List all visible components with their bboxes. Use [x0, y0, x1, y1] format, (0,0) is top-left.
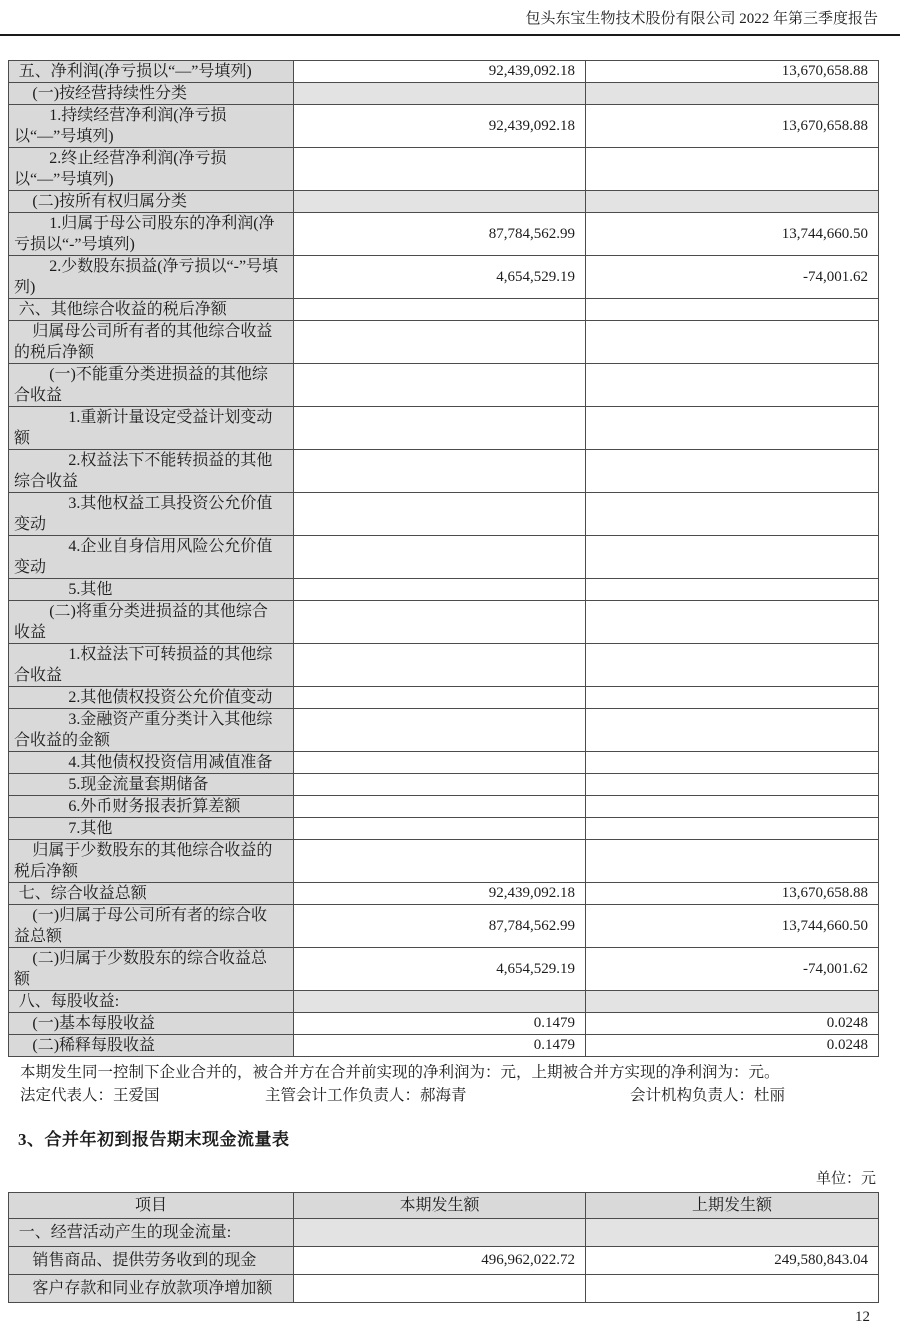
- current-period-value: [294, 536, 586, 579]
- table-row: [9, 148, 879, 191]
- row-label: 1.持续经营净利润(净亏损以“—”号填列): [9, 105, 294, 148]
- prior-period-value: [586, 493, 879, 536]
- current-period-value: 87,784,562.99: [294, 905, 586, 948]
- prior-period-value: 13,670,658.88: [586, 61, 879, 83]
- table-row: [9, 1247, 879, 1275]
- table-row: [9, 61, 879, 83]
- row-label: 7.其他: [9, 818, 294, 840]
- prior-period-value: -74,001.62: [586, 256, 879, 299]
- row-label: 4.其他债权投资信用减值准备: [9, 752, 294, 774]
- prior-period-value: [586, 644, 879, 687]
- current-period-value: [294, 299, 586, 321]
- row-label: 5.其他: [9, 579, 294, 601]
- signature-line: [20, 1085, 880, 1107]
- prior-period-value: [586, 364, 879, 407]
- table-row: [9, 407, 879, 450]
- current-period-value: [294, 83, 586, 105]
- table-row: [9, 213, 879, 256]
- row-label: 4.企业自身信用风险公允价值变动: [9, 536, 294, 579]
- prior-period-value: [586, 601, 879, 644]
- row-label: (一)按经营持续性分类: [9, 83, 294, 105]
- cashflow-section-heading: 3、合并年初到报告期末现金流量表: [18, 1130, 290, 1149]
- table-row: [9, 1219, 879, 1247]
- row-label: 八、每股收益:: [9, 991, 294, 1013]
- row-label: 客户存款和同业存放款项净增加额: [9, 1275, 294, 1303]
- chief-accountant-label: 主管会计工作负责人：郝海青: [265, 1087, 467, 1104]
- row-label: 归属母公司所有者的其他综合收益的税后净额: [9, 321, 294, 364]
- table-row: [9, 644, 879, 687]
- prior-period-value: [586, 299, 879, 321]
- prior-period-value: 13,744,660.50: [586, 213, 879, 256]
- current-period-value: [294, 818, 586, 840]
- prior-period-value: [586, 579, 879, 601]
- report-header-title: 包头东宝生物技术股份有限公司 2022 年第三季度报告: [525, 11, 878, 27]
- table-row: [9, 321, 879, 364]
- table-row: [9, 105, 879, 148]
- row-label: 2.其他债权投资公允价值变动: [9, 687, 294, 709]
- table-row: [9, 796, 879, 818]
- cashflow-table: [8, 1192, 879, 1303]
- table-row: [9, 1275, 879, 1303]
- prior-period-value: [586, 796, 879, 818]
- merger-note: 本期发生同一控制下企业合并的，被合并方在合并前实现的净利润为：元，上期被合并方实现的净利润为：元。: [20, 1064, 780, 1081]
- current-period-value: [294, 407, 586, 450]
- row-label: 1.归属于母公司股东的净利润(净亏损以“-”号填列): [9, 213, 294, 256]
- column-header: 本期发生额: [294, 1193, 586, 1219]
- current-period-value: [294, 687, 586, 709]
- current-period-value: 496,962,022.72: [294, 1247, 586, 1275]
- current-period-value: 87,784,562.99: [294, 213, 586, 256]
- prior-period-value: [586, 709, 879, 752]
- row-label: 归属于少数股东的其他综合收益的税后净额: [9, 840, 294, 883]
- page-number: 12: [855, 1309, 870, 1325]
- current-period-value: [294, 321, 586, 364]
- prior-period-value: [586, 774, 879, 796]
- current-period-value: [294, 774, 586, 796]
- current-period-value: 92,439,092.18: [294, 105, 586, 148]
- current-period-value: 92,439,092.18: [294, 883, 586, 905]
- prior-period-value: [586, 1275, 879, 1303]
- current-period-value: [294, 752, 586, 774]
- income-statement-table: [8, 60, 879, 1057]
- table-row: [9, 991, 879, 1013]
- prior-period-value: 0.0248: [586, 1013, 879, 1035]
- table-row: [9, 191, 879, 213]
- row-label: 1.重新计量设定受益计划变动额: [9, 407, 294, 450]
- table-row: [9, 774, 879, 796]
- current-period-value: [294, 840, 586, 883]
- prior-period-value: 13,670,658.88: [586, 105, 879, 148]
- table-row: [9, 818, 879, 840]
- row-label: 七、综合收益总额: [9, 883, 294, 905]
- current-period-value: [294, 493, 586, 536]
- prior-period-value: [586, 840, 879, 883]
- current-period-value: [294, 364, 586, 407]
- row-label: 2.少数股东损益(净亏损以“-”号填列): [9, 256, 294, 299]
- row-label: 一、经营活动产生的现金流量:: [9, 1219, 294, 1247]
- current-period-value: [294, 796, 586, 818]
- prior-period-value: [586, 148, 879, 191]
- row-label: 1.权益法下可转损益的其他综合收益: [9, 644, 294, 687]
- current-period-value: 4,654,529.19: [294, 948, 586, 991]
- row-label: (一)基本每股收益: [9, 1013, 294, 1035]
- current-period-value: 92,439,092.18: [294, 61, 586, 83]
- prior-period-value: [586, 818, 879, 840]
- row-label: 6.外币财务报表折算差额: [9, 796, 294, 818]
- table-row: [9, 83, 879, 105]
- prior-period-value: [586, 536, 879, 579]
- current-period-value: [294, 644, 586, 687]
- row-label: (一)归属于母公司所有者的综合收益总额: [9, 905, 294, 948]
- row-label: (二)将重分类进损益的其他综合收益: [9, 601, 294, 644]
- current-period-value: [294, 579, 586, 601]
- header-rule: [0, 34, 900, 36]
- row-label: 五、净利润(净亏损以“—”号填列): [9, 61, 294, 83]
- current-period-value: 0.1479: [294, 1013, 586, 1035]
- table-row: [9, 948, 879, 991]
- current-period-value: 0.1479: [294, 1035, 586, 1057]
- table-row: [9, 840, 879, 883]
- current-period-value: [294, 450, 586, 493]
- row-label: 3.金融资产重分类计入其他综合收益的金额: [9, 709, 294, 752]
- accounting-head-label: 会计机构负责人：杜丽: [630, 1087, 786, 1104]
- table-row: [9, 299, 879, 321]
- table-row: [9, 493, 879, 536]
- table-row: [9, 450, 879, 493]
- table-row: [9, 752, 879, 774]
- table-row: [9, 687, 879, 709]
- table-row: [9, 364, 879, 407]
- legal-representative-label: 法定代表人：王爱国: [20, 1087, 160, 1104]
- table-row: [9, 883, 879, 905]
- prior-period-value: [586, 450, 879, 493]
- table-row: [9, 256, 879, 299]
- row-label: 2.权益法下不能转损益的其他综合收益: [9, 450, 294, 493]
- prior-period-value: 13,744,660.50: [586, 905, 879, 948]
- prior-period-value: [586, 83, 879, 105]
- table-row: [9, 536, 879, 579]
- row-label: 3.其他权益工具投资公允价值变动: [9, 493, 294, 536]
- table-row: [9, 1035, 879, 1057]
- row-label: 2.终止经营净利润(净亏损以“—”号填列): [9, 148, 294, 191]
- prior-period-value: [586, 407, 879, 450]
- prior-period-value: [586, 1219, 879, 1247]
- prior-period-value: 0.0248: [586, 1035, 879, 1057]
- current-period-value: [294, 709, 586, 752]
- unit-label: 单位：元: [815, 1171, 876, 1187]
- prior-period-value: 249,580,843.04: [586, 1247, 879, 1275]
- current-period-value: [294, 991, 586, 1013]
- column-header: 上期发生额: [586, 1193, 879, 1219]
- table-row: [9, 709, 879, 752]
- current-period-value: [294, 601, 586, 644]
- table-row: [9, 1013, 879, 1035]
- row-label: (二)稀释每股收益: [9, 1035, 294, 1057]
- row-label: (一)不能重分类进损益的其他综合收益: [9, 364, 294, 407]
- current-period-value: 4,654,529.19: [294, 256, 586, 299]
- current-period-value: [294, 148, 586, 191]
- table-row: [9, 905, 879, 948]
- current-period-value: [294, 191, 586, 213]
- table-row: [9, 579, 879, 601]
- row-label: (二)归属于少数股东的综合收益总额: [9, 948, 294, 991]
- table-row: [9, 601, 879, 644]
- current-period-value: [294, 1275, 586, 1303]
- prior-period-value: [586, 191, 879, 213]
- prior-period-value: [586, 752, 879, 774]
- prior-period-value: [586, 687, 879, 709]
- prior-period-value: [586, 991, 879, 1013]
- column-header: 项目: [9, 1193, 294, 1219]
- row-label: 5.现金流量套期储备: [9, 774, 294, 796]
- cashflow-header-row: [9, 1193, 879, 1219]
- row-label: 六、其他综合收益的税后净额: [9, 299, 294, 321]
- current-period-value: [294, 1219, 586, 1247]
- row-label: (二)按所有权归属分类: [9, 191, 294, 213]
- row-label: 销售商品、提供劳务收到的现金: [9, 1247, 294, 1275]
- prior-period-value: -74,001.62: [586, 948, 879, 991]
- prior-period-value: 13,670,658.88: [586, 883, 879, 905]
- prior-period-value: [586, 321, 879, 364]
